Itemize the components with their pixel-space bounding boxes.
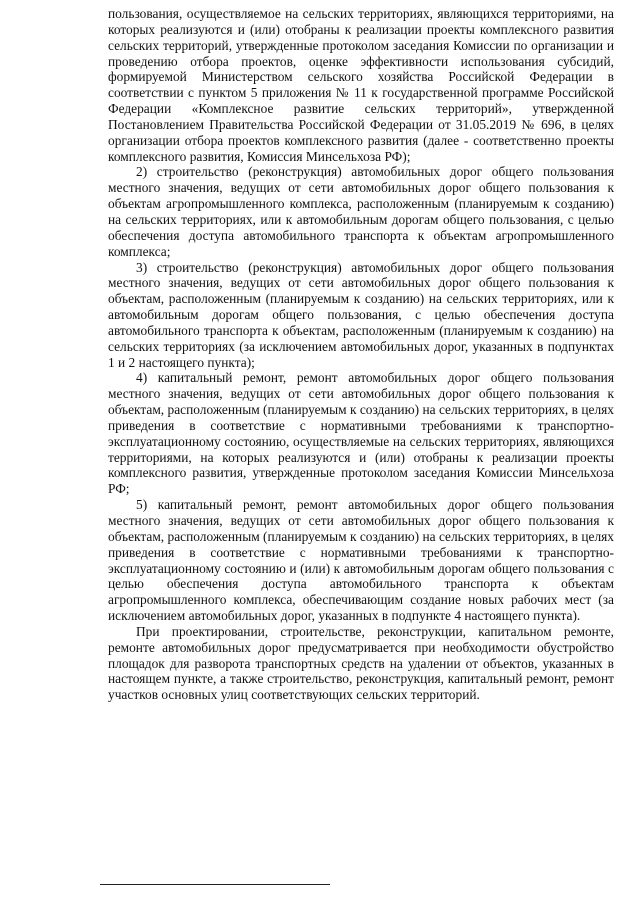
document-body [108, 6, 614, 703]
footnote-divider [100, 884, 330, 885]
paragraph-final: При проектировании, строительстве, реконструкции, капитальном ремонте, ремонте автомобильных дорог предусматривается при необходимости обустройство площадок для разворота транспортных средств на удалении от объектов, указанных в настоящем пункте, а также строительство, реконструкция, капитальный ремонт, ремонт участков основных улиц соответствующих сельских территорий. [108, 623, 614, 703]
paragraph-item-5: 5) капитальный ремонт, ремонт автомобильных дорог общего пользования местного значения, ведущих от сети автомобильных дорог общего пользования к объектам, расположенным (планируемым к созданию) на сельских территориях, в целях приведения в соответствие с нормативными требованиями к транспортно-эксплуатационному состоянию и (или) к автомобильным дорогам общего пользования с целью обеспечения доступа автомобильного транспорта к объектам агропромышленного комплекса, обеспечивающим создание новых рабочих мест (за исключением автомобильных дорог, указанных в подпункте 4 настоящего пункта). [108, 497, 614, 624]
paragraph-item-4: 4) капитальный ремонт, ремонт автомобильных дорог общего пользования местного значения, ведущих от сети автомобильных дорог общего пользования к объектам, расположенным (планируемым к созданию) на сельских территориях, в целях приведения в соответствие с нормативными требованиями к транспортно-эксплуатационному состоянию, осуществляемые на сельских территориях, являющихся территориями, на которых реализуются и (или) отобраны к реализации проекты комплексного развития, утвержденные протоколом заседания Комиссии Минсельхоза РФ; [108, 370, 614, 497]
paragraph-item-3: 3) строительство (реконструкция) автомобильных дорог общего пользования местного значения, ведущих от сети автомобильных дорог общего пользования к объектам, расположенным (планируемым к созданию) на сельских территориях, или к автомобильным дорогам общего пользования, с целью обеспечения доступа автомобильного транспорта к объектам, расположенным (планируемым к созданию) на сельских территориях (за исключением автомобильных дорог, указанных в подпунктах 1 и 2 настоящего пункта); [108, 259, 614, 370]
paragraph-item-2: 2) строительство (реконструкция) автомобильных дорог общего пользования местного значения, ведущих от сети автомобильных дорог общего пользования к объектам агропромышленного комплекса, расположенным (планируемым к созданию) на сельских территориях, или к автомобильным дорогам общего пользования, с целью обеспечения доступа автомобильного транспорта к объектам агропромышленного комплекса; [108, 164, 614, 259]
paragraph-continuation: пользования, осуществляемое на сельских территориях, являющихся территориями, на которых реализуются и (или) отобраны к реализации проекты комплексного развития сельских территорий, утвержденные протоколом заседания Комиссии по организации и проведению отбора проектов, оценке эффективности использования субсидий, формируемой Министерством сельского хозяйства Российской Федерации в соответствии с пунктом 5 приложения № 11 к государственной программе Российской Федерации «Комплексное развитие сельских территорий», утвержденной Постановлением Правительства Российской Федерации от 31.05.2019 № 696, в целях организации отбора проектов комплексного развития (далее - соответственно проекты комплексного развития, Комиссия Минсельхоза РФ); [108, 6, 614, 164]
